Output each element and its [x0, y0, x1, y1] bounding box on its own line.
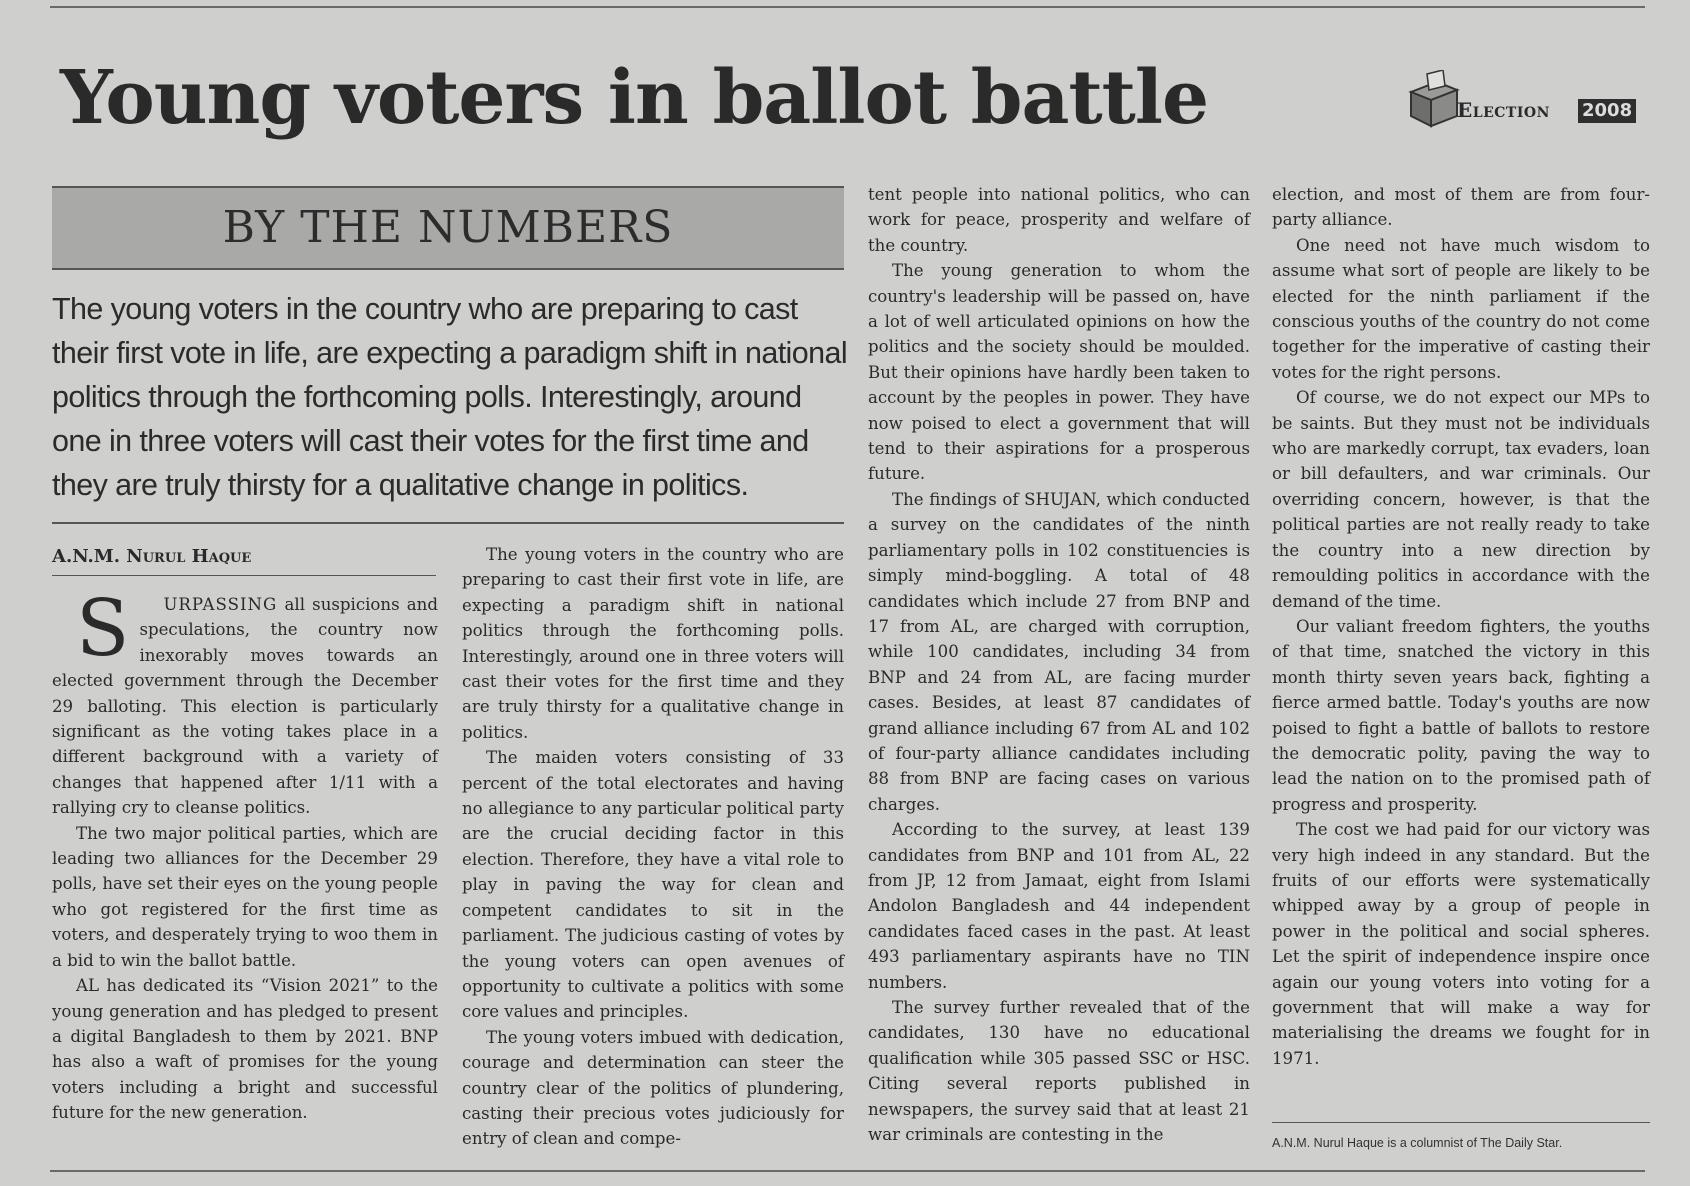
bottom-rule [50, 1170, 1645, 1172]
byline: A.N.M. Nurul Haque [52, 546, 252, 567]
paragraph: The young voters imbued with dedication, courage and determination can steer the country clear of the politics of plundering, casting their precious votes judiciously for entry of clean and compe- [462, 1027, 844, 1149]
by-the-numbers-banner [52, 186, 844, 270]
lead-paragraph [52, 584, 438, 821]
author-footnote: A.N.M. Nurul Haque is a columnist of The Daily Star. [1272, 1136, 1563, 1150]
top-rule [50, 6, 1645, 8]
lead-caps: URPASSING [163, 595, 278, 614]
paragraph: The cost we had paid for our victory was very high indeed in any standard. But the fruits of our efforts were systematically whipped away by a group of people in power in the political and social spheres. Let the spirit of independence inspire once again our young voters into voting for a government that will make a way for materialising the dreams we fought for in 1971. [1272, 820, 1650, 1068]
paragraph: One need not have much wisdom to assume what sort of people are likely to be elected for the ninth parliament if the conscious youths of the country do not come together for the imperative of casting their votes for the right persons. [1272, 235, 1650, 382]
paragraph-continued: tent people into national politics, who can work for peace, prosperity and welfare of the country. [868, 185, 1250, 255]
paragraph: AL has dedicated its “Vision 2021” to the young generation and has pledged to present a digital Bangladesh to them by 2021. BNP has also a waft of promises for the young voters including a bright and successful future for the new generation. [52, 976, 438, 1123]
intro-rule [52, 522, 844, 524]
paragraph: The young generation to whom the country's leadership will be passed on, have a lot of well articulated opinions on how the politics and the society should be moulded. But their opinions have hardly been taken to account by the peoples in power. They have now poised to elect a government that will tend to their aspirations for a prosperous future. [868, 261, 1250, 484]
election-2008-logo [1405, 70, 1645, 140]
paragraph: The two major political parties, which are leading two alliances for the December 29 polls, have set their eyes on the young people who got registered for the first time as voters, and desperately trying to woo them in a bid to win the ballot battle. [52, 823, 438, 970]
headline: Young voters in ballot battle [60, 55, 1209, 141]
paragraph: Of course, we do not expect our MPs to be saints. But they must not be individuals who are markedly corrupt, tax evaders, loan or bill defaulters, and war criminals. Our overriding concern, however, is that the political parties are not really ready to take the country into a new direction by remoulding politics in accordance with the demand of the time. [1272, 388, 1650, 611]
paragraph: The maiden voters consisting of 33 percent of the total electorates and having no allegiance to any particular political party are the crucial deciding factor in this election. Therefore, they have a vital role to play in paving the way for clean and competent candidates to sit in the parliament. The judicious casting of votes by the young voters can open avenues of opportunity to cultivate a politics with some core values and principles. [462, 748, 844, 1022]
ballot-box-icon [1405, 70, 1461, 130]
footnote-rule [1272, 1122, 1650, 1123]
paragraph: The young voters in the country who are preparing to cast their first vote in life, are expecting a paradigm shift in national politics through the forthcoming polls. Interestingly, around one in three voters will cast their votes for the first time and they are truly thirsty for a qualitative change in politics. [462, 545, 844, 742]
article-column-3 [868, 182, 1250, 1147]
paragraph: Our valiant freedom fighters, the youths of that time, snatched the victory in this month thirty seven years back, fighting a fierce armed battle. Today's youths are now poised to fight a battle of ballots to restore the democratic polity, paving the way to lead the nation on to the promised path of progress and prosperity. [1272, 616, 1650, 814]
election-year: 2008 [1578, 99, 1636, 123]
lead-text: all suspicions and speculations, the country now inexorably moves towards an elected government through the December 29 balloting. This election is particularly significant as the voting takes place in a different background with a variety of changes that happened after 1/11 with a rallying cry to cleanse politics. [52, 595, 438, 818]
by-the-numbers-label: BY THE NUMBERS [222, 202, 674, 253]
paragraph-continued: election, and most of them are from four-party alliance. [1272, 185, 1650, 230]
article-column-4 [1272, 182, 1650, 1071]
article-column-2 [462, 542, 844, 1152]
paragraph: The survey further revealed that of the candidates, 130 have no educational qualification while 305 passed SSC or HSC. Citing several reports published in newspapers, the survey said that at least 21 war criminals are contesting in the [868, 998, 1250, 1145]
byline-rule [52, 575, 436, 576]
drop-cap: S [76, 584, 130, 674]
paragraph: The findings of SHUJAN, which conducted a survey on the candidates of the ninth parliamentary polls in 102 constituencies is simply mind-boggling. A total of 48 candidates which include 27 from BNP and 17 from AL, are charged with corruption, while 100 candidates, including 34 from BNP and 24 from AL, are facing murder cases. Besides, at least 87 candidates of grand alliance including 67 from AL and 102 of four-party alliance candidates including 88 from BNP are facing cases on various charges. [868, 489, 1250, 814]
intro-blurb: The young voters in the country who are preparing to cast their first vote in life, are expecting a paradigm shift in national politics through the forthcoming polls. Interestingly, around one in three voters will cast their votes for the first time and they are truly thirsty for a qualitative change in politics. [52, 292, 848, 502]
article-column-1 [52, 584, 438, 1126]
election-word: Election [1457, 98, 1550, 122]
paragraph: According to the survey, at least 139 candidates from BNP and 101 from AL, 22 from JP, 12 from Jamaat, eight from Islami Andolon Bangladesh and 44 independent candidates faced cases in the past. At least 493 parliamentary aspirants have no TIN numbers. [868, 820, 1250, 992]
